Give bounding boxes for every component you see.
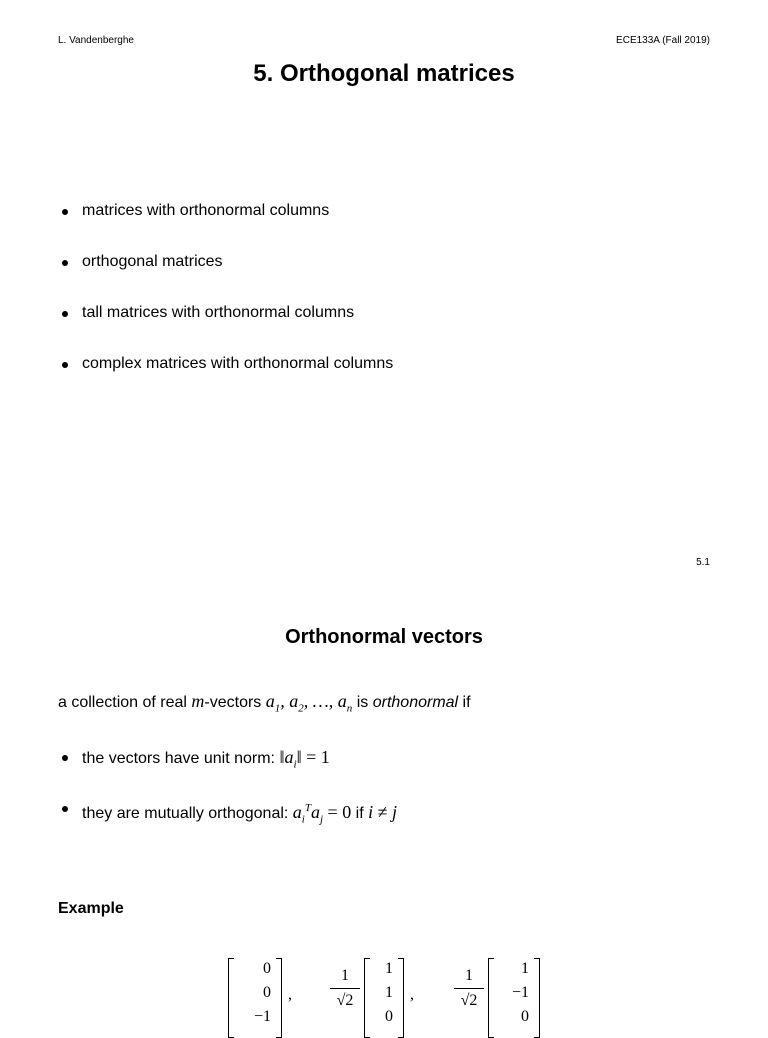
vector-entry: 1 [385, 984, 393, 1001]
list-item-text: tall matrices with orthonormal columns [82, 304, 355, 321]
list-item [62, 353, 393, 404]
scale-fraction [330, 966, 360, 1011]
bullet-icon [62, 755, 68, 761]
math-unit-norm: $‖a_i‖ = 1$ [279, 747, 330, 771]
column-vector [364, 958, 404, 1038]
vector-entry: 1 [521, 960, 529, 977]
list-item-text: orthogonal matrices [82, 253, 223, 270]
slide-2 [0, 580, 768, 1024]
vector-entry: 0 [263, 984, 271, 1001]
topic-list [62, 200, 393, 404]
intro-text: -vectors [204, 694, 266, 711]
math-orthogonality: $a_i^Ta_j = 0$ [292, 802, 352, 826]
list-item [62, 251, 393, 302]
example-label: Example [58, 900, 124, 917]
list-item-text: if [351, 805, 369, 822]
list-item-text: complex matrices with orthonormal columns [82, 355, 394, 372]
math-index-condition: i ≠ j [368, 802, 398, 822]
list-item-text: matrices with orthonormal columns [82, 202, 330, 219]
list-item [62, 797, 397, 831]
vector-entry: 0 [521, 1008, 529, 1025]
course-header: ECE133A (Fall 2019) [616, 35, 710, 46]
math-m: m [191, 691, 205, 711]
intro-text: a collection of real [58, 694, 192, 711]
fraction-numerator: 1 [465, 967, 473, 984]
bullet-icon [62, 311, 68, 317]
list-item [62, 302, 393, 353]
bullet-icon [62, 209, 68, 215]
definition-intro [58, 690, 471, 720]
math-vector-list: $a_1$, $a_2$, …, $a_n$ [265, 691, 353, 715]
slide-title: 5. Orthogonal matrices [253, 60, 515, 87]
list-item [62, 746, 330, 776]
fraction-denominator: √2 [460, 992, 478, 1009]
page-number: 5.1 [696, 557, 710, 568]
fraction-denominator: √2 [336, 992, 354, 1009]
intro-text: is [352, 694, 373, 711]
vector-entry: 0 [263, 960, 271, 977]
column-vector [488, 958, 540, 1038]
list-item-text: the vectors have unit norm: [82, 750, 280, 767]
vector-entry: −1 [253, 1008, 271, 1025]
author-header: L. Vandenberghe [58, 35, 134, 46]
list-item-text: they are mutually orthogonal: [82, 805, 293, 822]
condition-list [62, 797, 397, 831]
vector-entry: 0 [385, 1008, 393, 1025]
separator: , [288, 986, 292, 1003]
fraction-numerator: 1 [341, 967, 349, 984]
emphasis-orthonormal: orthonormal [372, 694, 459, 711]
condition-list [62, 746, 330, 776]
intro-text: if [458, 694, 471, 711]
vector-entry: −1 [511, 984, 529, 1001]
separator: , [410, 986, 414, 1003]
bullet-icon [62, 260, 68, 266]
list-item [62, 200, 393, 251]
bullet-icon [62, 362, 68, 368]
scale-fraction [454, 966, 484, 1011]
vector-entry: 1 [385, 960, 393, 977]
column-vector [228, 958, 282, 1038]
bullet-icon [62, 806, 68, 812]
slide-title: Orthonormal vectors [285, 626, 483, 648]
